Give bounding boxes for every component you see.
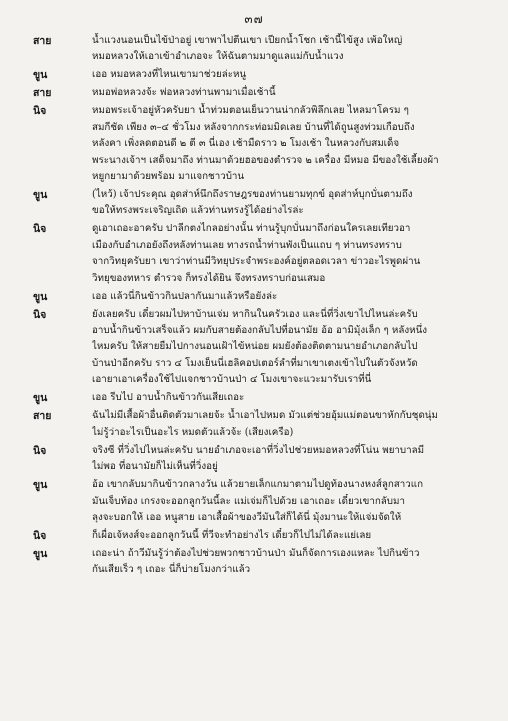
dialogue-line: ขอให้ทรงพระเจริญเถิด แล้วท่านทรงรู้ได้อย่างไรล่ะ [92, 205, 304, 217]
dialogue-entry [0, 546, 508, 579]
dialogue-line: กันเสียเร็ว ๆ เถอะ นี่ก็บ่ายโมงกว่าแล้ว [92, 564, 251, 576]
speaker-name: นิจ [33, 308, 47, 321]
dialogue-line: ก็เผื่อเจ้หงส์จะออกลูกวันนี้ ที่วีจะทำอย่างไร เดี๋ยวก็ไปไม่ได้ละแย่เลย [92, 529, 372, 541]
dialogue-entry [0, 528, 508, 544]
dialogue-line: หมอพ่อหลวงจ้ะ พ่อหลวงท่านพามาเมื่อเช้านี้ [92, 87, 276, 99]
dialogue-entry [0, 390, 508, 406]
dialogue-line: เออ หมอหลวงที่ไหนเขามาช่วยล่ะหนู [92, 69, 247, 81]
dialogue-line: หมอหลวงให้เอาเข้าอำเภอจะ ให้ฉันตามมาดูแลแม่กับน้ำแวง [92, 51, 344, 63]
speaker-name: ขูน [33, 479, 48, 492]
dialogue-entry [0, 477, 508, 526]
dialogue-entry [0, 85, 508, 101]
dialogue-entry [0, 103, 508, 185]
speaker-name: ขูน [33, 392, 48, 405]
dialogue-line: อ้อ เขากลับมากินข้าวกลางวัน แล้วยายเล็กแกมาตามไปดูท้องนางหงส์ลูกสาวแก [92, 479, 424, 491]
dialogue-line: ไม่รู้ว่าอะไรเป็นอะไร หมดตัวแล้วจ้ะ (เสียงเครือ) [92, 426, 294, 438]
dialogue-line: เอายาเอาเครื่องใช้ไปแจกชาวบ้านป่า ๔ โมงเขาจะแวะมารับเราที่นี่ [92, 374, 372, 386]
dialogue-line: เมืองกับอำเภอยังถึงหลังท่านเลย ทางรถน้ำท่านพังเป็นแถบ ๆ ท่านทรงทราบ [92, 239, 402, 251]
dialogue-line: บ้านป่าอีกครับ ราว ๔ โมงเย็นนี่เฮลิคอปเตอร์ลำที่มาเขาเตงเข้าไปในตัวจังหวัด [92, 357, 418, 369]
dialogue-entry [0, 408, 508, 441]
dialogue-script [0, 33, 508, 579]
speaker-name: ขูน [33, 547, 48, 560]
speaker-name: สาย [33, 410, 52, 423]
dialogue-line: เออ แล้วนี่กินข้าวกินปลากันมาแล้วหรือยังล่ะ [92, 290, 278, 302]
speaker-name: ขูน [33, 189, 48, 202]
speaker-name: นิจ [33, 223, 47, 236]
dialogue-line: เถอะน่า ถ้าวีมันรู้ว่าต้องไปช่วยพวกชาวบ้านป่า มันก็จัดการเองแหละ ไปกินข้าว [92, 547, 420, 559]
dialogue-line: ดูเอาเถอะอาครับ ปาลีกตงไกลอย่างนั้น ท่านรู้บุกบั่นมาถึงก่อนใครเลยเทียวอา [92, 223, 411, 235]
speaker-name: สาย [33, 35, 52, 47]
dialogue-line: อาบน้ำกินข้าวเสร็จแล้ว ผมกับสายต้องกลับไปที่อนามัย อ้อ อามิมุ้งเล็ก ๆ หลังหนึ่ง [92, 325, 428, 337]
dialogue-line: น้ำแวงนอนเป็นไข้ป่าอยู่ เขาพาไปตีนเขา เปียกน้ำโชก เช้านี้ไข้สูง เพ้อใหญ่ [92, 35, 403, 46]
dialogue-entry [0, 307, 508, 389]
speaker-name: ขูน [33, 69, 48, 82]
dialogue-line: หยูกยามาด้วยพร้อม มาแจกชาวบ้าน [92, 171, 245, 183]
dialogue-line: จากวิทยุครับยา เขาว่าท่านมีวิทยุประจำพระองค์อยู่ตลอดเวลา ข่าวอะไรพูดผ่าน [92, 256, 421, 268]
dialogue-line: หมอพระเจ้าอยู่หัวครับยา น้ำท่วมตอนเย็นวานน่ากลัวพิลึกเลย ไหลมาโครม ๆ [92, 105, 409, 117]
dialogue-line: สมกีชัด เพียง ๓–๔ ชั่วโมง หลังจากกระท่อมมิดเลย บ้านที่ได้ถูนสูงท่วมเกือบถึง [92, 121, 415, 133]
dialogue-entry [0, 187, 508, 220]
dialogue-line: ลุงจะบอกให้ เออ หนูสาย เอาเสื้อผ้าของวีมันใส่ก็ได้นี่ มุ้งมานะให้แจ่มจัดให้ [92, 511, 402, 523]
speaker-name: สาย [33, 87, 52, 100]
speaker-name: นิจ [33, 105, 47, 118]
dialogue-line: ยังเลยครับ เดี๋ยวผมไปหาบ้านเจ่ม หากินในครัวเอง และนี่ที่วิ่งเขาไปไหนล่ะครับ [92, 308, 418, 320]
speaker-name: นิจ [33, 444, 47, 457]
dialogue-entry [0, 289, 508, 305]
dialogue-line: หลังคา เพิ่งลดตอนดี ๒ ตี ๓ นี่เอง เช้ามืดราว ๒ โมงเช้า ในหลวงกับสมเด็จ [92, 138, 400, 150]
dialogue-entry [0, 67, 508, 83]
speaker-name: นิจ [33, 529, 47, 542]
dialogue-line: จริงซี ที่วิ่งไปไหนล่ะครับ นายอำเภอจะเอาที่วิ่งไปช่วยหมอหลวงที่โน่น พยาบาลมี [92, 444, 425, 456]
dialogue-line: วิทยุของทหาร ตำรวจ ก็ทรงได้ยิน จึงทรงทราบก่อนเสมอ [92, 272, 326, 284]
dialogue-line: มันเจ็บท้อง เกรงจะออกลูกวันนี้ละ แม่เจ่มก็ไปด้วย เอาเถอะ เดี๋ยวเขากลับมา [92, 495, 405, 507]
dialogue-line: ไหมครับ ให้สายยืมไปกางนอนเฝ้าไข้หน่อย ผมยังต้องติดตามนายอำเภอกลับไป [92, 341, 418, 353]
page-number: ๓๗ [244, 12, 264, 26]
dialogue-line: (ไหว้) เจ้าประคุณ อุดส่าห์นึกถึงราษฎรของท่านยามทุกข์ อุดส่าห์บุกบั่นตามถึง [92, 189, 413, 201]
dialogue-entry [0, 33, 508, 66]
dialogue-line: พระนางเจ้าฯ เสด็จมาถึง ท่านมาด้วยฮอของตำรวจ ๒ เครื่อง มีหมอ มีของใช้เลี้ยงผ้า [92, 154, 439, 166]
dialogue-entry [0, 443, 508, 476]
dialogue-line: เออ รีบไป อาบน้ำกินข้าวกันเสียเถอะ [92, 392, 245, 404]
dialogue-entry [0, 221, 508, 287]
speaker-name: ขูน [33, 290, 48, 303]
dialogue-line: ไม่พอ ที่อนามัยก็ไม่เห็นที่วิ่งอยู่ [92, 461, 218, 473]
dialogue-line: ฉันไม่มีเสื้อผ้าอื่นติดตัวมาเลยจ้ะ น้ำเอาไปหมด มัวแต่ช่วยอุ้มแม่ตอนขาหักกับชุดนุ่ม [92, 410, 438, 422]
